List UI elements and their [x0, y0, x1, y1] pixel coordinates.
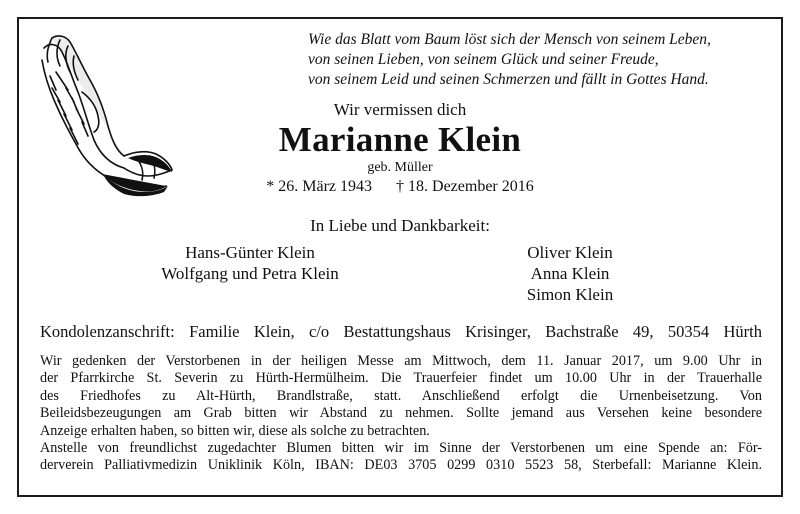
- mourners-right: [480, 242, 660, 305]
- verse-line: Wie das Blatt vom Baum löst sich der Mensch von seinem Leben,: [308, 31, 711, 48]
- body-line: der Pfarrkirche St. Severin zu Hürth-Hermülheim. Die Trauerfeier findet um 10.00 Uhr in der Trauerhalle: [40, 370, 762, 387]
- praying-hands-icon: [38, 32, 176, 198]
- gratitude-line: In Liebe und Dankbarkeit:: [310, 216, 490, 235]
- body-line: des Friedhofes zu Alt-Hürth, Brandlstraße, statt. Anschließend erfolgt die Urnenbeisetzung. Von: [40, 387, 762, 404]
- body-line: Anstelle von freundlichst zugedachter Blumen bitten wir im Sinne der Verstorbenen um eine Spende an: För-: [40, 440, 762, 457]
- birth-date: * 26. März 1943: [266, 178, 373, 195]
- verse-line: von seinen Lieben, von seinem Glück und seiner Freude,: [308, 51, 659, 68]
- memorial-verse: [308, 30, 746, 90]
- mourner: Hans-Günter Klein: [185, 243, 315, 262]
- death-date: † 18. Dezember 2016: [396, 178, 534, 195]
- birth-name: geb. Müller: [367, 160, 433, 175]
- body-line: derverein Palliativmedizin Uniklinik Köln, IBAN: DE03 3705 0299 0310 5523 58, Sterbefall: Marianne Klein.: [40, 457, 762, 474]
- life-dates: [255, 178, 545, 196]
- mourners-left: [125, 242, 375, 284]
- condolence-address: Kondolenzanschrift: Familie Klein, c/o Bestattungshaus Krisinger, Bachstraße 49, 50354 Hürth: [40, 322, 762, 341]
- mourner: Simon Klein: [526, 285, 614, 304]
- deceased-name: Marianne Klein: [278, 120, 522, 159]
- body-line: Wir gedenken der Verstorbenen in der heiligen Messe am Mittwoch, dem 11. Januar 2017, um 9.00 Uhr in: [40, 353, 762, 369]
- body-line: Beileidsbezeugungen am Grab bitten wir Abstand zu nehmen. Sollte jemand aus Versehen keine besondere: [40, 405, 762, 422]
- mourner: Oliver Klein: [527, 243, 613, 262]
- mourner: Anna Klein: [530, 264, 610, 283]
- service-details: [40, 353, 762, 475]
- body-line: Anzeige erhalten haben, so bitten wir, diese als solche zu betrachten.: [40, 422, 430, 439]
- mourner: Wolfgang und Petra Klein: [161, 264, 339, 283]
- heading-missing: Wir vermissen dich: [333, 100, 467, 119]
- verse-line: von seinem Leid und seinen Schmerzen und fällt in Gottes Hand.: [308, 71, 709, 88]
